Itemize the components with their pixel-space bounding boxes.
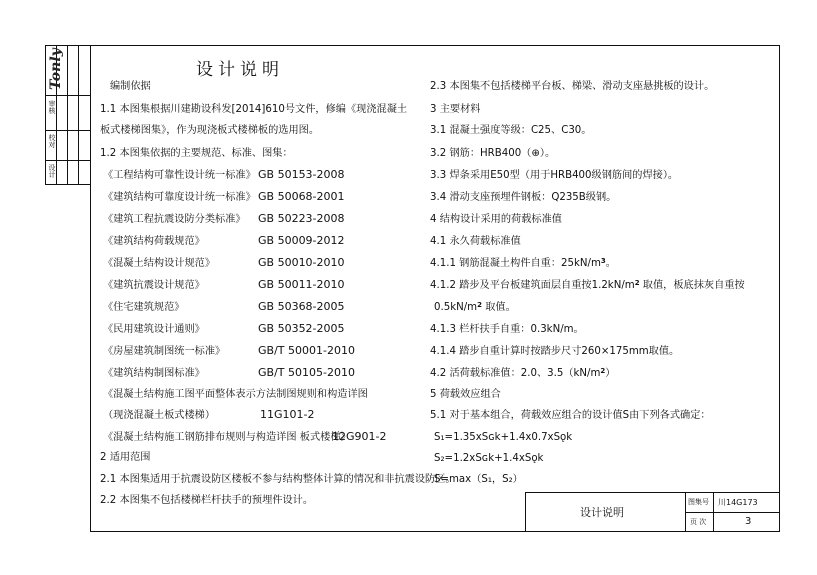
standard-name: （现浇混凝土板式楼梯） bbox=[103, 410, 216, 421]
standard-name: 《房屋建筑制图统一标准》 bbox=[103, 346, 226, 357]
text-line: 2.1 本图集适用于抗震设防区楼板不参与结构整体计算的情况和非抗震设防区。 bbox=[100, 474, 456, 485]
strip-divider bbox=[45, 160, 90, 161]
formula: S=max（S₁，S₂） bbox=[434, 474, 523, 485]
page-title: 设计说明 bbox=[196, 60, 284, 80]
text-line bbox=[430, 258, 616, 270]
formula: S₂=1.2xSɢk+1.4xSǫk bbox=[434, 453, 544, 464]
standard-code: GB 50009-2012 bbox=[258, 234, 345, 247]
atlas-number-label: 图集号 bbox=[688, 498, 709, 506]
standard-code: GB 50010-2010 bbox=[258, 256, 345, 269]
strip-label-review: 审核 bbox=[48, 100, 56, 114]
strip-border bbox=[45, 45, 46, 185]
text-line: 5.1 对于基本组合，荷载效应组合的设计值S由下列各式确定： bbox=[430, 410, 711, 421]
standard-code: GB/T 50001-2010 bbox=[258, 344, 355, 357]
standard-name: 《民用建筑设计通则》 bbox=[103, 324, 205, 335]
standard-code: GB/T 50105-2010 bbox=[258, 366, 355, 379]
standard-name: 《混凝土结构施工钢筋排布规则与构造详图 板式楼梯》 bbox=[103, 432, 351, 443]
standard-name: 《工程结构可靠性设计统一标准》 bbox=[103, 170, 256, 181]
section-basis-heading: 编制依据 bbox=[110, 81, 151, 92]
strip-divider bbox=[67, 45, 68, 185]
formula: S₁=1.35xSɢk+1.4x0.7xSǫk bbox=[434, 432, 573, 443]
strip-divider bbox=[45, 130, 90, 131]
superscript: 2 bbox=[634, 279, 640, 287]
text-line: 3.1 混凝土强度等级：C25、C30。 bbox=[430, 125, 592, 136]
text-line: 3.3 焊条采用E50型（用于HRB400级钢筋间的焊接）。 bbox=[430, 170, 679, 181]
text-line: 3.2 钢筋：HRB400（⊕）。 bbox=[430, 148, 556, 159]
standard-name: 《建筑结构可靠度设计统一标准》 bbox=[103, 192, 256, 203]
superscript: 3 bbox=[600, 257, 606, 265]
text-fragment: 4.1.2 踏步及平台板建筑面层自重按1.2kN/m bbox=[430, 280, 635, 291]
text-line: 1.2 本图集依据的主要规范、标准、图集： bbox=[100, 148, 293, 159]
strip-label-design: 设计 bbox=[48, 164, 56, 178]
section-combination-heading: 5 荷载效应组合 bbox=[430, 389, 501, 400]
standard-code: GB 50011-2010 bbox=[258, 278, 345, 291]
standard-name: 《混凝土结构施工图平面整体表示方法制图规则和构造详图 bbox=[103, 389, 368, 400]
page-number-value: 3 bbox=[745, 516, 752, 527]
strip-divider bbox=[78, 45, 79, 185]
text-line: 2.2 本图集不包括楼梯栏杆扶手的预埋件设计。 bbox=[100, 495, 314, 506]
text-line: 4.1 永久荷载标准值 bbox=[430, 236, 521, 247]
text-fragment: 4.1.1 钢筋混凝土构件自重：25kN/m bbox=[430, 258, 601, 269]
title-block-name: 设计说明 bbox=[580, 506, 624, 519]
standard-name: 《建筑工程抗震设防分类标准》 bbox=[103, 214, 246, 225]
text-fragment: 4.2 活荷载标准值：2.0、3.5（kN/m bbox=[430, 368, 601, 379]
standard-code: GB 50068-2001 bbox=[258, 190, 345, 203]
section-scope-heading: 2 适用范围 bbox=[100, 452, 151, 463]
text-fragment: 取值，板底抹灰自重按 bbox=[639, 280, 745, 291]
section-materials-heading: 3 主要材料 bbox=[430, 104, 481, 115]
text-line: 2.3 本图集不包括楼梯平台板、梯梁、滑动支座悬挑板的设计。 bbox=[430, 81, 715, 92]
text-fragment: ） bbox=[605, 368, 616, 379]
standard-code: GB 50352-2005 bbox=[258, 322, 345, 335]
text-line: 3.4 滑动支座预埋件钢板：Q235B级钢。 bbox=[430, 192, 617, 203]
text-line bbox=[430, 368, 615, 380]
text-line: 4.1.4 踏步自重计算时按踏步尺寸260×175mm取值。 bbox=[430, 346, 680, 357]
standard-code: GB 50153-2008 bbox=[258, 168, 345, 181]
section-loads-heading: 4 结构设计采用的荷载标准值 bbox=[430, 214, 562, 225]
standard-code: GB 50368-2005 bbox=[258, 300, 345, 313]
standard-code: 12G901-2 bbox=[332, 430, 387, 443]
text-line: 板式楼梯图集》，作为现浇板式楼梯板的选用图。 bbox=[100, 125, 320, 136]
text-line bbox=[430, 280, 745, 292]
atlas-number-value: 川14G173 bbox=[718, 498, 758, 507]
standard-name: 《混凝土结构设计规范》 bbox=[103, 258, 216, 269]
standard-name: 《建筑抗震设计规范》 bbox=[103, 280, 205, 291]
standard-code: 11G101-2 bbox=[260, 408, 315, 421]
text-fragment: 取值。 bbox=[481, 302, 516, 313]
text-line bbox=[434, 302, 516, 314]
standard-code: GB 50223-2008 bbox=[258, 212, 345, 225]
standard-name: 《建筑结构荷载规范》 bbox=[103, 236, 205, 247]
signature: Tonly bbox=[48, 48, 64, 90]
page-number-label: 页 次 bbox=[690, 518, 707, 526]
text-fragment: 0.5kN/m bbox=[434, 302, 478, 313]
strip-label-check: 校对 bbox=[48, 134, 56, 148]
title-block-divider bbox=[685, 512, 780, 513]
text-fragment: 。 bbox=[605, 258, 616, 269]
superscript: 2 bbox=[477, 301, 482, 309]
standard-name: 《建筑结构制图标准》 bbox=[103, 368, 205, 379]
strip-divider bbox=[45, 95, 90, 96]
standard-name: 《住宅建筑规范》 bbox=[103, 302, 185, 313]
text-line: 1.1 本图集根据川建勘设科发[2014]610号文件，修编《现浇混凝土 bbox=[100, 104, 408, 115]
text-line: 4.1.3 栏杆扶手自重：0.3kN/m。 bbox=[430, 324, 584, 335]
title-block-divider bbox=[713, 492, 714, 532]
superscript: 2 bbox=[600, 367, 606, 375]
